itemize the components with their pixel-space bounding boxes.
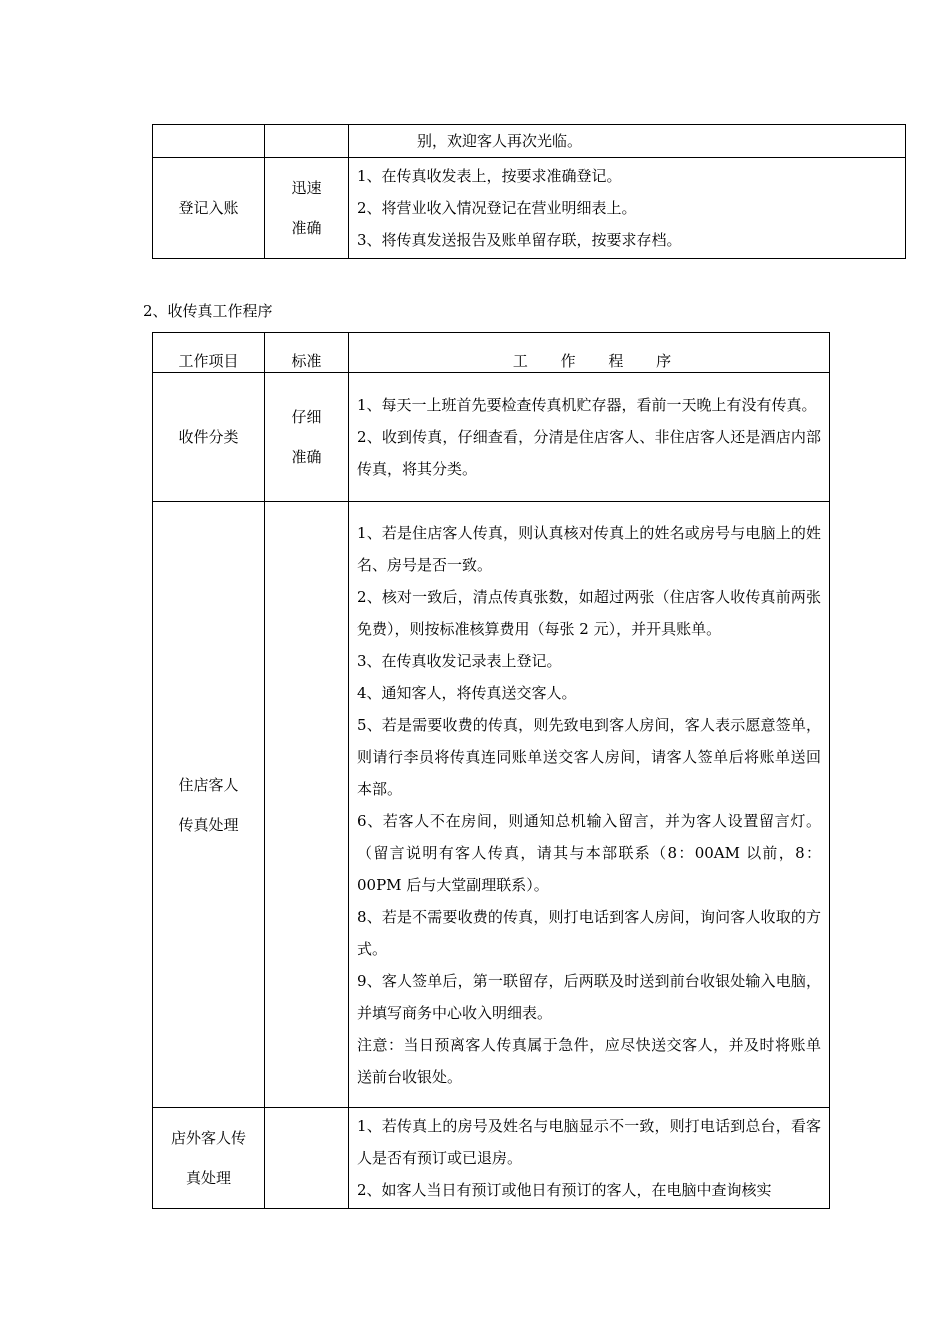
item-label: 真处理 [185,1169,231,1187]
item-label: 住店客人 [178,775,239,794]
procedure-paragraph: 3、在传真收发记录表上登记。 [357,651,562,670]
item-label: 收件分类 [178,428,239,446]
table-header-row [153,333,830,373]
procedure-line: 1、在传真收发表上，按要求准确登记。 [357,167,622,185]
procedure-line: 3、将传真发送报告及账单留存联，按要求存档。 [357,231,682,249]
table-row [153,125,906,158]
procedure-paragraph: 9、客人签单后，第一联留存，后两联及时送到前台收银处输入电脑，并填写商务中心收入明细表。 [357,971,821,1022]
procedure-paragraph: 8、若是不需要收费的传真，则打电话到客人房间，询问客人收取的方式。 [357,907,821,958]
standard-line: 准确 [291,448,322,466]
procedure-cell [349,158,906,259]
table-continuation [152,124,906,259]
fax-receive-procedure-table [152,332,830,1209]
procedure-paragraph: 1、若传真上的房号及姓名与电脑显示不一致，则打电话到总台，看客人是否有预订或已退房。 [357,1117,821,1167]
procedure-cell [349,502,830,1108]
standard-cell [265,502,349,1108]
item-label: 登记入账 [178,199,239,217]
item-cell [153,373,265,502]
header-item: 工作项目 [153,333,265,373]
standard-line: 准确 [291,219,322,237]
header-procedure: 工 作 程 序 [349,333,830,373]
standard-line: 迅速 [291,179,322,197]
section-title: 2、收传真工作程序 [143,302,273,320]
table-row [153,1108,830,1209]
procedure-cell [349,125,906,158]
standard-cell [265,1108,349,1209]
standard-cell [265,158,349,259]
procedure-paragraph: 1、若是住店客人传真，则认真核对传真上的姓名或房号与电脑上的姓名、房号是否一致。 [357,523,821,574]
item-label: 传真处理 [178,815,239,834]
procedure-paragraph: 1、每天一上班首先要检查传真机贮存器，看前一天晚上有没有传真。 [357,396,817,414]
procedure-cell [349,373,830,502]
procedure-paragraph: 2、收到传真，仔细查看，分清是住店客人、非住店客人还是酒店内部传真，将其分类。 [357,428,821,478]
procedure-cell [349,1108,830,1209]
procedure-line: 2、将营业收入情况登记在营业明细表上。 [357,199,637,217]
item-cell [153,125,265,158]
item-cell [153,158,265,259]
item-label: 店外客人传 [170,1129,246,1147]
procedure-paragraph: 5、若是需要收费的传真，则先致电到客人房间，客人表示愿意签单，则请行李员将传真连同账单送交客人房间，请客人签单后将账单送回本部。 [357,715,821,798]
table-row [153,502,830,1108]
procedure-paragraph: 2、核对一致后，清点传真张数，如超过两张（住店客人收传真前两张免费），则按标准核算费用（每张 2 元），并开具账单。 [357,587,821,638]
header-standard: 标准 [265,333,349,373]
standard-cell [265,373,349,502]
procedure-paragraph: 注意：当日预离客人传真属于急件，应尽快送交客人，并及时将账单送前台收银处。 [357,1035,821,1086]
procedure-line: 别，欢迎客人再次光临。 [417,132,583,150]
procedure-paragraph: 2、如客人当日有预订或他日有预订的客人，在电脑中查询核实 [357,1181,772,1199]
procedure-paragraph: 4、通知客人，将传真送交客人。 [357,683,577,702]
item-cell [153,1108,265,1209]
table-row [153,373,830,502]
table-row [153,158,906,259]
standard-line: 仔细 [291,408,322,426]
standard-cell [265,125,349,158]
item-cell [153,502,265,1108]
procedure-paragraph: 6、若客人不在房间，则通知总机输入留言，并为客人设置留言灯。（留言说明有客人传真，请其与本部联系（8：00AM 以前，8：00PM 后与大堂副理联系）。 [357,811,821,894]
